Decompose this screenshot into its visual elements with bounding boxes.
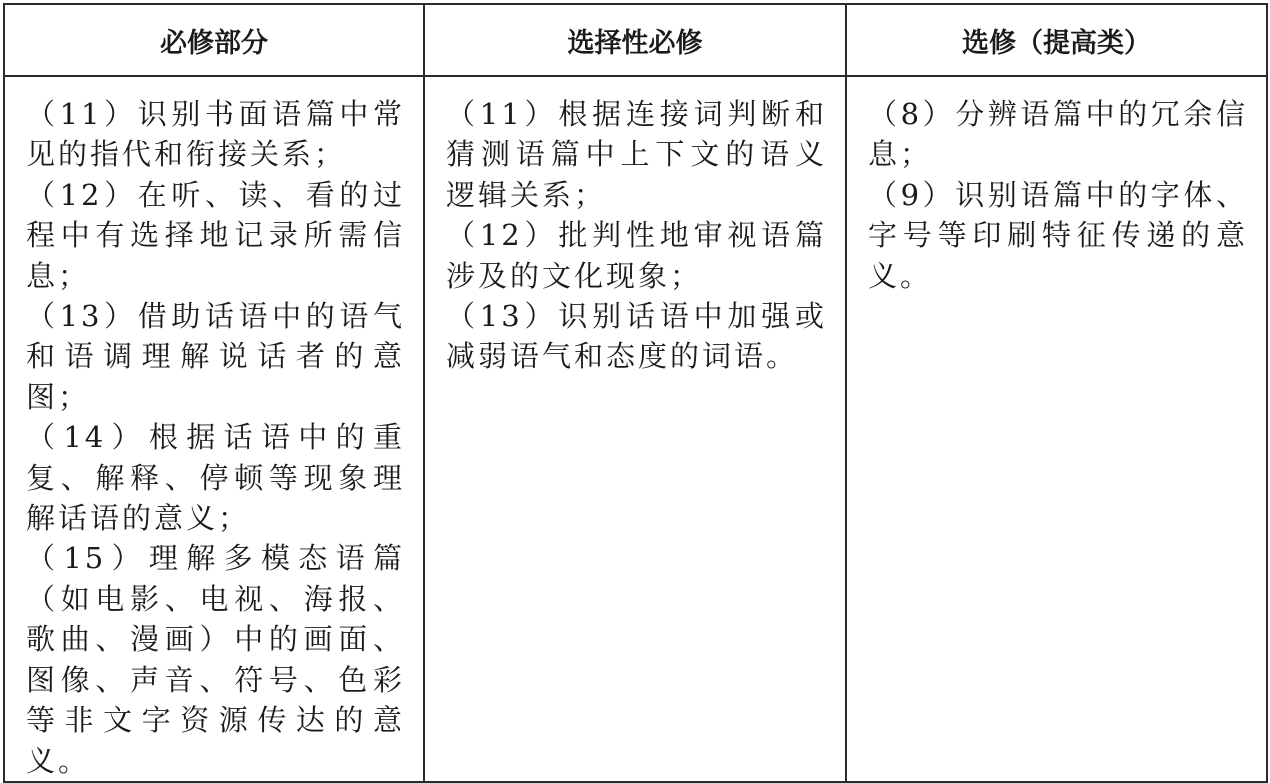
elective-advanced-cell <box>846 76 1267 782</box>
compulsory-item-15: （15）理解多模态语篇（如电影、电视、海报、歌曲、漫画）中的画面、图像、声音、符号、色彩等非文字资源传达的意义。 <box>26 541 405 778</box>
compulsory-item-12: （12）在听、读、看的过程中有选择地记录所需信息； <box>26 177 405 293</box>
elective-item-8: （8）分辨语篇中的冗余信息； <box>868 97 1248 172</box>
selective-item-13: （13）识别话语中加强或减弱语气和态度的词语。 <box>446 299 827 374</box>
selective-item-11: （11）根据连接词判断和猜测语篇中上下文的语义逻辑关系； <box>446 97 827 212</box>
header-elective-advanced: 选修（提高类） <box>846 4 1267 76</box>
header-selective-compulsory: 选择性必修 <box>424 4 846 76</box>
content-row <box>4 76 1267 782</box>
header-compulsory: 必修部分 <box>4 4 424 76</box>
compulsory-cell <box>4 76 424 782</box>
curriculum-table <box>3 3 1268 783</box>
compulsory-item-14: （14）根据话语中的重复、解释、停顿等现象理解话语的意义； <box>26 420 405 536</box>
header-row <box>4 4 1267 76</box>
selective-compulsory-cell <box>424 76 846 782</box>
selective-item-12: （12）批判性地审视语篇涉及的文化现象； <box>446 218 827 293</box>
compulsory-item-11: （11）识别书面语篇中常见的指代和衔接关系； <box>26 97 405 172</box>
compulsory-item-13: （13）借助话语中的语气和语调理解说话者的意图； <box>26 299 405 414</box>
elective-item-9: （9）识别语篇中的字体、字号等印刷特征传递的意义。 <box>868 177 1248 293</box>
